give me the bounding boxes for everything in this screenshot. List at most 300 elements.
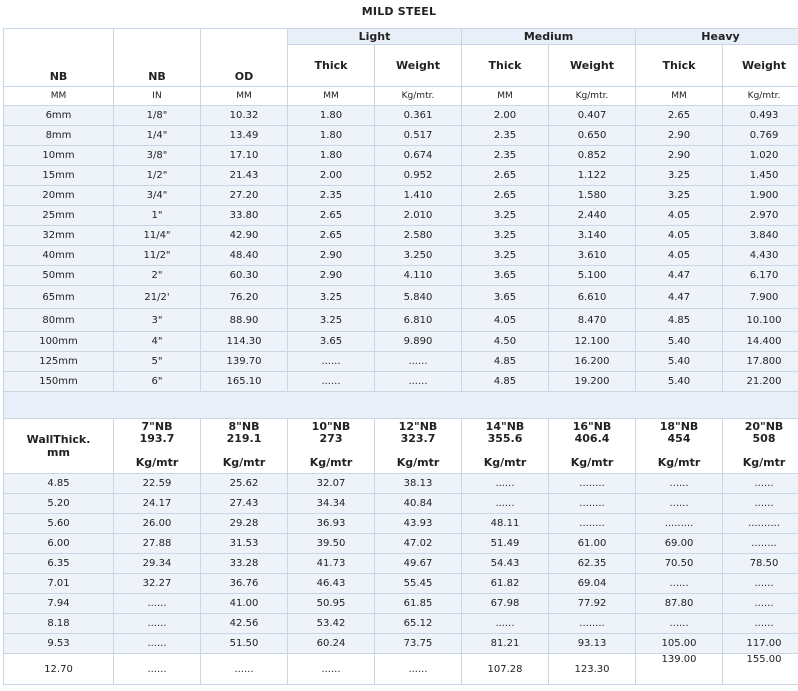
units-row bbox=[4, 87, 798, 106]
table-cell: 33.80 bbox=[201, 206, 288, 226]
table-cell: ...... bbox=[288, 372, 375, 392]
size-nb: 8"NB bbox=[228, 420, 260, 433]
table-cell: 40mm bbox=[4, 246, 114, 266]
table-cell: 3.840 bbox=[723, 226, 798, 246]
unit-cell: MM bbox=[636, 87, 723, 106]
table-cell: 7.94 bbox=[4, 594, 114, 614]
table-cell: 65.12 bbox=[375, 614, 462, 634]
table-cell: 11/4" bbox=[114, 226, 201, 246]
table-cell: 0.769 bbox=[723, 126, 798, 146]
table-cell: ........ bbox=[549, 474, 636, 494]
table-cell: 1.450 bbox=[723, 166, 798, 186]
table-cell: 4.110 bbox=[375, 266, 462, 286]
size-od: 406.4 bbox=[574, 432, 610, 445]
table-row bbox=[4, 226, 798, 246]
table-cell: 43.93 bbox=[375, 514, 462, 534]
table-cell: ...... bbox=[723, 494, 798, 514]
table-cell: 77.92 bbox=[549, 594, 636, 614]
table-cell: 70.50 bbox=[636, 554, 723, 574]
subhead-cell: Weight bbox=[723, 45, 798, 87]
table-cell: 3.25 bbox=[636, 166, 723, 186]
header-row-groups bbox=[4, 29, 798, 45]
table-cell: 61.85 bbox=[375, 594, 462, 614]
table-cell: 67.98 bbox=[462, 594, 549, 614]
table-row bbox=[4, 534, 798, 554]
table-cell: 6.00 bbox=[4, 534, 114, 554]
table-cell: 34.34 bbox=[288, 494, 375, 514]
table-cell: 49.67 bbox=[375, 554, 462, 574]
unit-cell: IN bbox=[114, 87, 201, 106]
table-cell: ...... bbox=[636, 494, 723, 514]
table-row bbox=[4, 372, 798, 392]
table-cell: 40.84 bbox=[375, 494, 462, 514]
table-cell: 3.25 bbox=[288, 309, 375, 332]
size-nb: 7"NB bbox=[141, 420, 173, 433]
table-row bbox=[4, 614, 798, 634]
table-cell: 125mm bbox=[4, 352, 114, 372]
table-cell: ...... bbox=[288, 352, 375, 372]
table-cell: 60.30 bbox=[201, 266, 288, 286]
table-cell: ...... bbox=[375, 372, 462, 392]
table-cell: ...... bbox=[201, 654, 288, 685]
table-cell: ...... bbox=[375, 352, 462, 372]
header-row-sizes bbox=[4, 419, 798, 474]
table-cell: 1.410 bbox=[375, 186, 462, 206]
table-cell: 27.43 bbox=[201, 494, 288, 514]
table-row bbox=[4, 126, 798, 146]
table-cell: 17.800 bbox=[723, 352, 798, 372]
table-cell: ........ bbox=[549, 494, 636, 514]
table-row bbox=[4, 146, 798, 166]
unit-cell: MM bbox=[4, 87, 114, 106]
mild-steel-table bbox=[3, 28, 798, 685]
table-cell: 3.610 bbox=[549, 246, 636, 266]
subhead-cell: Weight bbox=[375, 45, 462, 87]
table-cell: 3.25 bbox=[462, 246, 549, 266]
table-cell: 27.88 bbox=[114, 534, 201, 554]
table-row bbox=[4, 246, 798, 266]
table-cell: 139.70 bbox=[201, 352, 288, 372]
table-cell: 62.35 bbox=[549, 554, 636, 574]
table-row bbox=[4, 554, 798, 574]
size-unit: Kg/mtr bbox=[570, 456, 614, 469]
table-cell: 10.32 bbox=[201, 106, 288, 126]
table-cell: .......... bbox=[723, 514, 798, 534]
table-cell: 117.00 bbox=[723, 634, 798, 654]
table-cell: 0.852 bbox=[549, 146, 636, 166]
table-cell: 61.82 bbox=[462, 574, 549, 594]
table-cell: 3.250 bbox=[375, 246, 462, 266]
table-cell: 1.580 bbox=[549, 186, 636, 206]
table-cell: 1" bbox=[114, 206, 201, 226]
size-nb: 16"NB bbox=[572, 420, 612, 433]
table-cell: 2.970 bbox=[723, 206, 798, 226]
table-cell: 4.47 bbox=[636, 286, 723, 309]
table-cell: 3.65 bbox=[288, 332, 375, 352]
table-cell: 38.13 bbox=[375, 474, 462, 494]
table-cell: 10.100 bbox=[723, 309, 798, 332]
table-cell: 2.65 bbox=[636, 106, 723, 126]
page-title: MILD STEEL bbox=[361, 5, 437, 18]
table-cell: 41.73 bbox=[288, 554, 375, 574]
unit-cell: MM bbox=[288, 87, 375, 106]
table-cell: 2.65 bbox=[462, 186, 549, 206]
table-cell: 9.53 bbox=[4, 634, 114, 654]
size-nb: 18"NB bbox=[659, 420, 699, 433]
table-cell: ...... bbox=[723, 474, 798, 494]
table-cell: 5" bbox=[114, 352, 201, 372]
table-cell: ...... bbox=[375, 654, 462, 685]
table-cell: 4.85 bbox=[462, 372, 549, 392]
table-cell: 7.900 bbox=[723, 286, 798, 309]
size-header bbox=[549, 419, 636, 474]
table-cell: 20mm bbox=[4, 186, 114, 206]
table-cell: 32.07 bbox=[288, 474, 375, 494]
table-cell: 81.21 bbox=[462, 634, 549, 654]
table-cell: ...... bbox=[462, 474, 549, 494]
table-cell: 1/8" bbox=[114, 106, 201, 126]
table-cell: 76.20 bbox=[201, 286, 288, 309]
subhead-cell: Thick bbox=[288, 45, 375, 87]
group-header: Light bbox=[288, 29, 462, 45]
table-cell: 13.49 bbox=[201, 126, 288, 146]
size-unit: Kg/mtr bbox=[657, 456, 701, 469]
table-cell: ...... bbox=[114, 634, 201, 654]
table-cell: 2.90 bbox=[636, 146, 723, 166]
table-cell: 2.90 bbox=[288, 246, 375, 266]
wall-thick-unit: mm bbox=[47, 446, 70, 459]
size-header bbox=[462, 419, 549, 474]
table-cell: ........ bbox=[549, 614, 636, 634]
table-cell: 16.200 bbox=[549, 352, 636, 372]
size-unit: Kg/mtr bbox=[222, 456, 266, 469]
table-cell: 3.25 bbox=[462, 206, 549, 226]
table-row bbox=[4, 309, 798, 332]
header-cell: NB bbox=[114, 29, 201, 87]
size-unit: Kg/mtr bbox=[396, 456, 440, 469]
size-header bbox=[375, 419, 462, 474]
size-od: 454 bbox=[667, 432, 691, 445]
table-cell: 4" bbox=[114, 332, 201, 352]
table-cell: 3.65 bbox=[462, 286, 549, 309]
table-cell: 69.00 bbox=[636, 534, 723, 554]
size-od: 355.6 bbox=[487, 432, 523, 445]
table-cell: 2.65 bbox=[288, 206, 375, 226]
table-cell: 3/4" bbox=[114, 186, 201, 206]
table-cell: 42.56 bbox=[201, 614, 288, 634]
table-cell: 165.10 bbox=[201, 372, 288, 392]
table-cell: ...... bbox=[462, 494, 549, 514]
unit-cell: MM bbox=[462, 87, 549, 106]
table-cell: 114.30 bbox=[201, 332, 288, 352]
table-cell: 5.40 bbox=[636, 332, 723, 352]
table-row bbox=[4, 106, 798, 126]
group-header: Heavy bbox=[636, 29, 798, 45]
table-cell: 4.85 bbox=[636, 309, 723, 332]
table-cell: 41.00 bbox=[201, 594, 288, 614]
table-cell: 88.90 bbox=[201, 309, 288, 332]
table-cell: 51.50 bbox=[201, 634, 288, 654]
group-header: Medium bbox=[462, 29, 636, 45]
size-header bbox=[114, 419, 201, 474]
table-cell: 4.05 bbox=[462, 309, 549, 332]
table-cell: 2.35 bbox=[462, 126, 549, 146]
size-nb: 10"NB bbox=[311, 420, 351, 433]
table-cell: 100mm bbox=[4, 332, 114, 352]
table-cell: 27.20 bbox=[201, 186, 288, 206]
table-cell: 12.70 bbox=[4, 654, 114, 685]
table-row bbox=[4, 634, 798, 654]
table-cell: 3.140 bbox=[549, 226, 636, 246]
size-header bbox=[723, 419, 798, 474]
table-cell: 36.93 bbox=[288, 514, 375, 534]
separator-row bbox=[4, 392, 798, 419]
table-cell: 2.90 bbox=[636, 126, 723, 146]
header-cell: OD bbox=[201, 29, 288, 87]
table-cell: ...... bbox=[723, 614, 798, 634]
table-cell: 78.50 bbox=[723, 554, 798, 574]
table-cell: 24.17 bbox=[114, 494, 201, 514]
table-cell: ...... bbox=[114, 654, 201, 685]
table-cell: 65mm bbox=[4, 286, 114, 309]
table-cell: 2.65 bbox=[462, 166, 549, 186]
table-cell: 5.840 bbox=[375, 286, 462, 309]
table-cell: 1.80 bbox=[288, 126, 375, 146]
table-cell: 17.10 bbox=[201, 146, 288, 166]
table-cell: 47.02 bbox=[375, 534, 462, 554]
table-cell: 25.62 bbox=[201, 474, 288, 494]
subhead-cell: Weight bbox=[549, 45, 636, 87]
table-row bbox=[4, 186, 798, 206]
table-row bbox=[4, 574, 798, 594]
table-cell: 61.00 bbox=[549, 534, 636, 554]
table-cell: 48.11 bbox=[462, 514, 549, 534]
table-cell: ...... bbox=[636, 474, 723, 494]
table-cell: ...... bbox=[462, 614, 549, 634]
table-cell: 5.100 bbox=[549, 266, 636, 286]
table-cell: 3.25 bbox=[462, 226, 549, 246]
table-cell: 4.50 bbox=[462, 332, 549, 352]
table-cell: 10mm bbox=[4, 146, 114, 166]
table-cell: 50mm bbox=[4, 266, 114, 286]
table-cell: 6.170 bbox=[723, 266, 798, 286]
table-cell: 0.361 bbox=[375, 106, 462, 126]
table-cell: 1.80 bbox=[288, 146, 375, 166]
table-cell: 3.25 bbox=[288, 286, 375, 309]
table-cell: 29.34 bbox=[114, 554, 201, 574]
table-cell: ...... bbox=[114, 614, 201, 634]
table-cell: 2.35 bbox=[288, 186, 375, 206]
table-cell: ...... bbox=[723, 594, 798, 614]
table-cell: 69.04 bbox=[549, 574, 636, 594]
table-cell: ...... bbox=[288, 654, 375, 685]
table-cell: 32mm bbox=[4, 226, 114, 246]
table-cell: 8.470 bbox=[549, 309, 636, 332]
unit-cell: Kg/mtr. bbox=[549, 87, 636, 106]
table-row bbox=[4, 166, 798, 186]
table-cell: 8mm bbox=[4, 126, 114, 146]
size-unit: Kg/mtr bbox=[309, 456, 353, 469]
table-row-last bbox=[4, 654, 798, 685]
table-cell: ........ bbox=[549, 514, 636, 534]
wall-thick-label: WallThick. bbox=[26, 433, 91, 446]
table-cell: 2.35 bbox=[462, 146, 549, 166]
table-cell: 0.952 bbox=[375, 166, 462, 186]
size-nb: 14"NB bbox=[485, 420, 525, 433]
table-cell: 36.76 bbox=[201, 574, 288, 594]
table-cell: 3" bbox=[114, 309, 201, 332]
table-row bbox=[4, 352, 798, 372]
table-cell: 4.05 bbox=[636, 246, 723, 266]
table-cell: 6mm bbox=[4, 106, 114, 126]
table-cell: 31.53 bbox=[201, 534, 288, 554]
table-cell: ........ bbox=[723, 534, 798, 554]
size-nb: 20"NB bbox=[744, 420, 784, 433]
table-cell: 55.45 bbox=[375, 574, 462, 594]
table-cell: 22.59 bbox=[114, 474, 201, 494]
table-cell: 1.80 bbox=[288, 106, 375, 126]
table-cell: 123.30 bbox=[549, 654, 636, 685]
table-row bbox=[4, 594, 798, 614]
table-cell: 1/4" bbox=[114, 126, 201, 146]
table-cell: 6" bbox=[114, 372, 201, 392]
subhead-cell: Thick bbox=[462, 45, 549, 87]
table-cell: 93.13 bbox=[549, 634, 636, 654]
unit-cell: Kg/mtr. bbox=[723, 87, 798, 106]
size-header bbox=[288, 419, 375, 474]
size-header bbox=[636, 419, 723, 474]
table-cell: 54.43 bbox=[462, 554, 549, 574]
table-cell: 8.18 bbox=[4, 614, 114, 634]
table-cell: 2.00 bbox=[462, 106, 549, 126]
table-cell: 46.43 bbox=[288, 574, 375, 594]
table-cell: 1.900 bbox=[723, 186, 798, 206]
table-cell: 9.890 bbox=[375, 332, 462, 352]
table-cell: 39.50 bbox=[288, 534, 375, 554]
table-cell: 4.47 bbox=[636, 266, 723, 286]
table-cell: 26.00 bbox=[114, 514, 201, 534]
table-cell: 4.85 bbox=[462, 352, 549, 372]
wall-thick-header bbox=[4, 419, 114, 474]
table-cell: 0.493 bbox=[723, 106, 798, 126]
table-cell: 5.20 bbox=[4, 494, 114, 514]
table-cell: 105.00 bbox=[636, 634, 723, 654]
size-unit: Kg/mtr bbox=[742, 456, 786, 469]
table-cell: 60.24 bbox=[288, 634, 375, 654]
table-cell: 2.010 bbox=[375, 206, 462, 226]
subhead-cell: Thick bbox=[636, 45, 723, 87]
table-cell: 155.00 bbox=[723, 654, 798, 685]
table-cell: 3/8" bbox=[114, 146, 201, 166]
table-cell: 87.80 bbox=[636, 594, 723, 614]
size-nb: 12"NB bbox=[398, 420, 438, 433]
size-od: 193.7 bbox=[139, 432, 175, 445]
table-cell: ......... bbox=[636, 514, 723, 534]
table-cell: 80mm bbox=[4, 309, 114, 332]
unit-cell: MM bbox=[201, 87, 288, 106]
table-cell: 1/2" bbox=[114, 166, 201, 186]
table-cell: 42.90 bbox=[201, 226, 288, 246]
table-cell: ...... bbox=[636, 614, 723, 634]
table-cell: 0.674 bbox=[375, 146, 462, 166]
table-cell: 51.49 bbox=[462, 534, 549, 554]
table-cell: 50.95 bbox=[288, 594, 375, 614]
table-cell: 1.122 bbox=[549, 166, 636, 186]
table-cell: 1.020 bbox=[723, 146, 798, 166]
table-cell: 21.200 bbox=[723, 372, 798, 392]
size-od: 508 bbox=[752, 432, 776, 445]
size-unit: Kg/mtr bbox=[483, 456, 527, 469]
table-cell: 14.400 bbox=[723, 332, 798, 352]
table-cell: ...... bbox=[723, 574, 798, 594]
table-cell: 21.43 bbox=[201, 166, 288, 186]
table-row bbox=[4, 514, 798, 534]
table-row bbox=[4, 206, 798, 226]
table-cell: 29.28 bbox=[201, 514, 288, 534]
table-cell: 4.05 bbox=[636, 226, 723, 246]
size-unit: Kg/mtr bbox=[135, 456, 179, 469]
table-cell: 73.75 bbox=[375, 634, 462, 654]
table-row bbox=[4, 474, 798, 494]
table-cell: 2.580 bbox=[375, 226, 462, 246]
separator-cell bbox=[4, 392, 798, 419]
table-cell: 5.40 bbox=[636, 372, 723, 392]
table-cell: 33.28 bbox=[201, 554, 288, 574]
table-row bbox=[4, 286, 798, 309]
table-cell: 4.05 bbox=[636, 206, 723, 226]
table-row bbox=[4, 266, 798, 286]
table-cell: 0.517 bbox=[375, 126, 462, 146]
table-cell: 15mm bbox=[4, 166, 114, 186]
table-cell: 0.407 bbox=[549, 106, 636, 126]
table-cell: 32.27 bbox=[114, 574, 201, 594]
table-cell: 6.610 bbox=[549, 286, 636, 309]
table-cell: 3.25 bbox=[636, 186, 723, 206]
table-cell: 107.28 bbox=[462, 654, 549, 685]
table-cell: 25mm bbox=[4, 206, 114, 226]
table-cell: 5.40 bbox=[636, 352, 723, 372]
table-cell: 2" bbox=[114, 266, 201, 286]
table-cell: 150mm bbox=[4, 372, 114, 392]
table-cell: 4.430 bbox=[723, 246, 798, 266]
table-cell: 7.01 bbox=[4, 574, 114, 594]
size-od: 323.7 bbox=[400, 432, 436, 445]
table-cell: 2.65 bbox=[288, 226, 375, 246]
table-cell: 3.65 bbox=[462, 266, 549, 286]
table-cell: 53.42 bbox=[288, 614, 375, 634]
table-row bbox=[4, 332, 798, 352]
table-cell: 0.650 bbox=[549, 126, 636, 146]
table-cell: 2.90 bbox=[288, 266, 375, 286]
size-header bbox=[201, 419, 288, 474]
table-cell: ...... bbox=[114, 594, 201, 614]
table-cell: 6.810 bbox=[375, 309, 462, 332]
table-cell: ...... bbox=[636, 574, 723, 594]
table-cell: 12.100 bbox=[549, 332, 636, 352]
table-cell: 21/2' bbox=[114, 286, 201, 309]
unit-cell: Kg/mtr. bbox=[375, 87, 462, 106]
table-cell: 2.440 bbox=[549, 206, 636, 226]
size-od: 273 bbox=[319, 432, 343, 445]
table-cell: 5.60 bbox=[4, 514, 114, 534]
table-cell: 48.40 bbox=[201, 246, 288, 266]
table-row bbox=[4, 494, 798, 514]
table-cell: 6.35 bbox=[4, 554, 114, 574]
table-cell: 2.00 bbox=[288, 166, 375, 186]
size-od: 219.1 bbox=[226, 432, 262, 445]
table-cell: 139.00 bbox=[636, 654, 723, 685]
table-cell: 4.85 bbox=[4, 474, 114, 494]
